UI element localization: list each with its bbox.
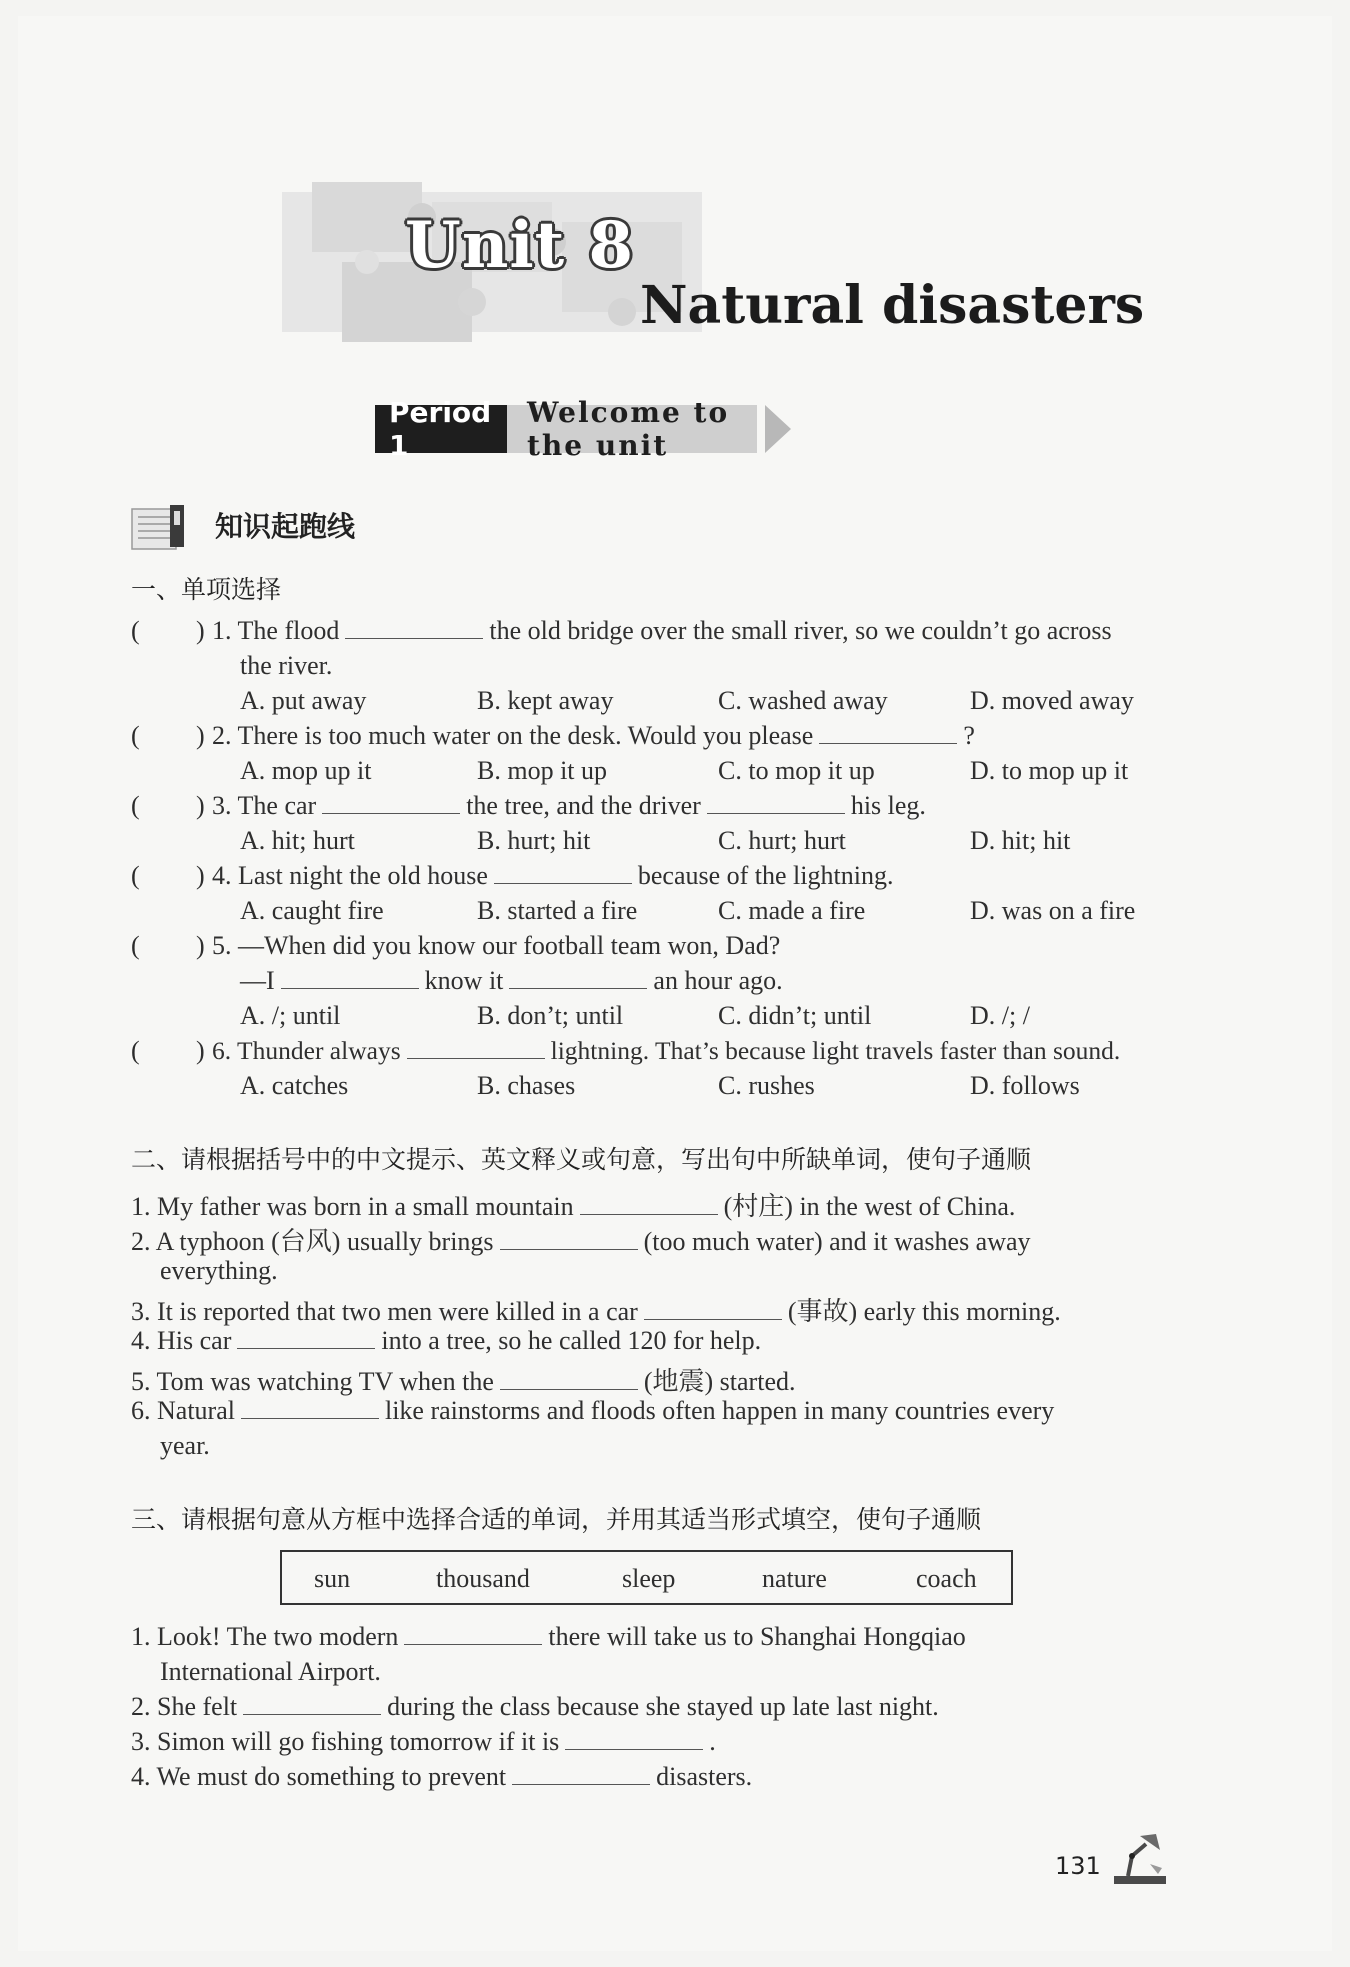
section2-title: 二、请根据括号中的中文提示、英文释义或句意，写出句中所缺单词，使句子通顺 — [131, 1145, 1032, 1174]
question-text: —When did you know our football team won, Dad? — [238, 931, 781, 960]
question-text: Thunder always — [237, 1036, 401, 1065]
fill-item-6: 6. Natural like rainstorms and floods often happen in many countries every — [131, 1396, 1055, 1425]
blank[interactable] — [500, 1227, 638, 1250]
question-number: 4. — [212, 861, 232, 890]
fill-item-2: 2. A typhoon (台风) usually brings (too much water) and it washes away — [131, 1227, 1031, 1256]
option-b[interactable]: B. kept away — [477, 686, 614, 715]
question-text: an hour ago. — [653, 966, 783, 995]
option-d[interactable]: D. /; / — [970, 1001, 1030, 1030]
blank[interactable] — [509, 966, 647, 989]
option-a[interactable]: A. catches — [240, 1071, 349, 1100]
option-d[interactable]: D. to mop up it — [970, 756, 1129, 785]
question-text: —I — [240, 966, 275, 995]
option-c[interactable]: C. to mop it up — [718, 756, 875, 785]
question-text: the tree, and the driver — [466, 791, 701, 820]
fill-item-6-cont: year. — [160, 1431, 210, 1460]
desk-lamp-icon — [1110, 1830, 1170, 1886]
question-text: Last night the old house — [238, 861, 488, 890]
question-number: 6. — [212, 1036, 232, 1065]
blank[interactable] — [407, 1036, 545, 1059]
question-text: ? — [963, 721, 975, 750]
blank[interactable] — [707, 791, 845, 814]
answer-paren[interactable]: ( — [131, 616, 140, 645]
question-text: his leg. — [850, 791, 926, 820]
question-text: the old bridge over the small river, so we couldn’t go across — [489, 616, 1112, 645]
section3-title: 三、请根据句意从方框中选择合适的单词，并用其适当形式填空，使句子通顺 — [131, 1505, 982, 1534]
question-number: 2. — [212, 721, 232, 750]
blank[interactable] — [404, 1622, 542, 1645]
fill-item-1: 1. My father was born in a small mountain (村庄) in the west of China. — [131, 1192, 1016, 1221]
fill-item-3-2: 2. She felt during the class because she stayed up late last night. — [131, 1692, 939, 1721]
option-b[interactable]: B. mop it up — [477, 756, 608, 785]
option-d[interactable]: D. follows — [970, 1071, 1080, 1100]
blank[interactable] — [565, 1727, 703, 1750]
option-c[interactable]: C. hurt; hurt — [718, 826, 846, 855]
word-option: sun — [314, 1564, 351, 1593]
option-b[interactable]: B. chases — [477, 1071, 576, 1100]
question-text: The car — [237, 791, 317, 820]
answer-paren[interactable]: ( — [131, 721, 140, 750]
section-heading-knowledge: 知识起跑线 — [215, 510, 356, 543]
book-icon — [130, 503, 192, 551]
question-text: lightning. That’s because light travels faster than sound. — [550, 1036, 1121, 1065]
period-label: Period 1 — [375, 405, 507, 453]
fill-item-2-cont: everything. — [160, 1256, 278, 1285]
blank[interactable] — [345, 616, 483, 639]
fill-item-3-1: 1. Look! The two modern there will take us to Shanghai Hongqiao — [131, 1622, 966, 1651]
option-a[interactable]: A. caught fire — [240, 896, 384, 925]
blank[interactable] — [281, 966, 419, 989]
question-text: know it — [424, 966, 504, 995]
word-option: sleep — [622, 1564, 676, 1593]
option-a[interactable]: A. hit; hurt — [240, 826, 355, 855]
fill-item-3-1-cont: International Airport. — [160, 1657, 381, 1686]
blank[interactable] — [243, 1692, 381, 1715]
word-option: coach — [916, 1564, 977, 1593]
blank[interactable] — [237, 1326, 375, 1349]
answer-paren[interactable]: ( — [131, 931, 140, 960]
question-text: the river. — [240, 651, 333, 680]
period-name: Welcome to the unit — [507, 405, 757, 453]
question-number: 5. — [212, 931, 232, 960]
question-text: There is too much water on the desk. Would you please — [237, 721, 814, 750]
blank[interactable] — [241, 1396, 379, 1419]
arrow-right-icon — [765, 405, 791, 453]
option-b[interactable]: B. started a fire — [477, 896, 638, 925]
fill-item-4: 4. His car into a tree, so he called 120 for help. — [131, 1326, 762, 1355]
word-option: thousand — [436, 1564, 530, 1593]
fill-item-3: 3. It is reported that two men were killed in a car (事故) early this morning. — [131, 1297, 1061, 1326]
option-c[interactable]: C. rushes — [718, 1071, 815, 1100]
option-c[interactable]: C. made a fire — [718, 896, 866, 925]
fill-item-3-4: 4. We must do something to prevent disasters. — [131, 1762, 753, 1791]
option-d[interactable]: D. was on a fire — [970, 896, 1136, 925]
blank[interactable] — [322, 791, 460, 814]
blank[interactable] — [819, 721, 957, 744]
answer-paren[interactable]: ( — [131, 791, 140, 820]
option-a[interactable]: A. mop up it — [240, 756, 372, 785]
word-bank — [280, 1550, 1013, 1605]
blank[interactable] — [512, 1762, 650, 1785]
fill-item-3-3: 3. Simon will go fishing tomorrow if it is . — [131, 1727, 716, 1756]
option-b[interactable]: B. don’t; until — [477, 1001, 624, 1030]
fill-item-5: 5. Tom was watching TV when the (地震) started. — [131, 1367, 796, 1396]
blank[interactable] — [500, 1367, 638, 1390]
unit-title: Unit 8 — [405, 208, 635, 283]
question-text: because of the lightning. — [637, 861, 894, 890]
answer-paren[interactable]: ( — [131, 1036, 140, 1065]
question-text: The flood — [237, 616, 340, 645]
option-d[interactable]: D. moved away — [970, 686, 1134, 715]
answer-paren[interactable]: ( — [131, 861, 140, 890]
blank[interactable] — [644, 1297, 782, 1320]
blank[interactable] — [494, 861, 632, 884]
option-a[interactable]: A. put away — [240, 686, 367, 715]
option-c[interactable]: C. washed away — [718, 686, 888, 715]
question-number: 1. — [212, 616, 232, 645]
option-c[interactable]: C. didn’t; until — [718, 1001, 872, 1030]
page-number: 131 — [1055, 1852, 1101, 1880]
option-d[interactable]: D. hit; hit — [970, 826, 1071, 855]
topic-title: Natural disasters — [640, 275, 1145, 336]
option-b[interactable]: B. hurt; hit — [477, 826, 591, 855]
period-banner — [375, 396, 791, 462]
question-number: 3. — [212, 791, 232, 820]
option-a[interactable]: A. /; until — [240, 1001, 341, 1030]
blank[interactable] — [580, 1192, 718, 1215]
word-option: nature — [762, 1564, 827, 1593]
section1-title: 一、单项选择 — [131, 575, 282, 604]
